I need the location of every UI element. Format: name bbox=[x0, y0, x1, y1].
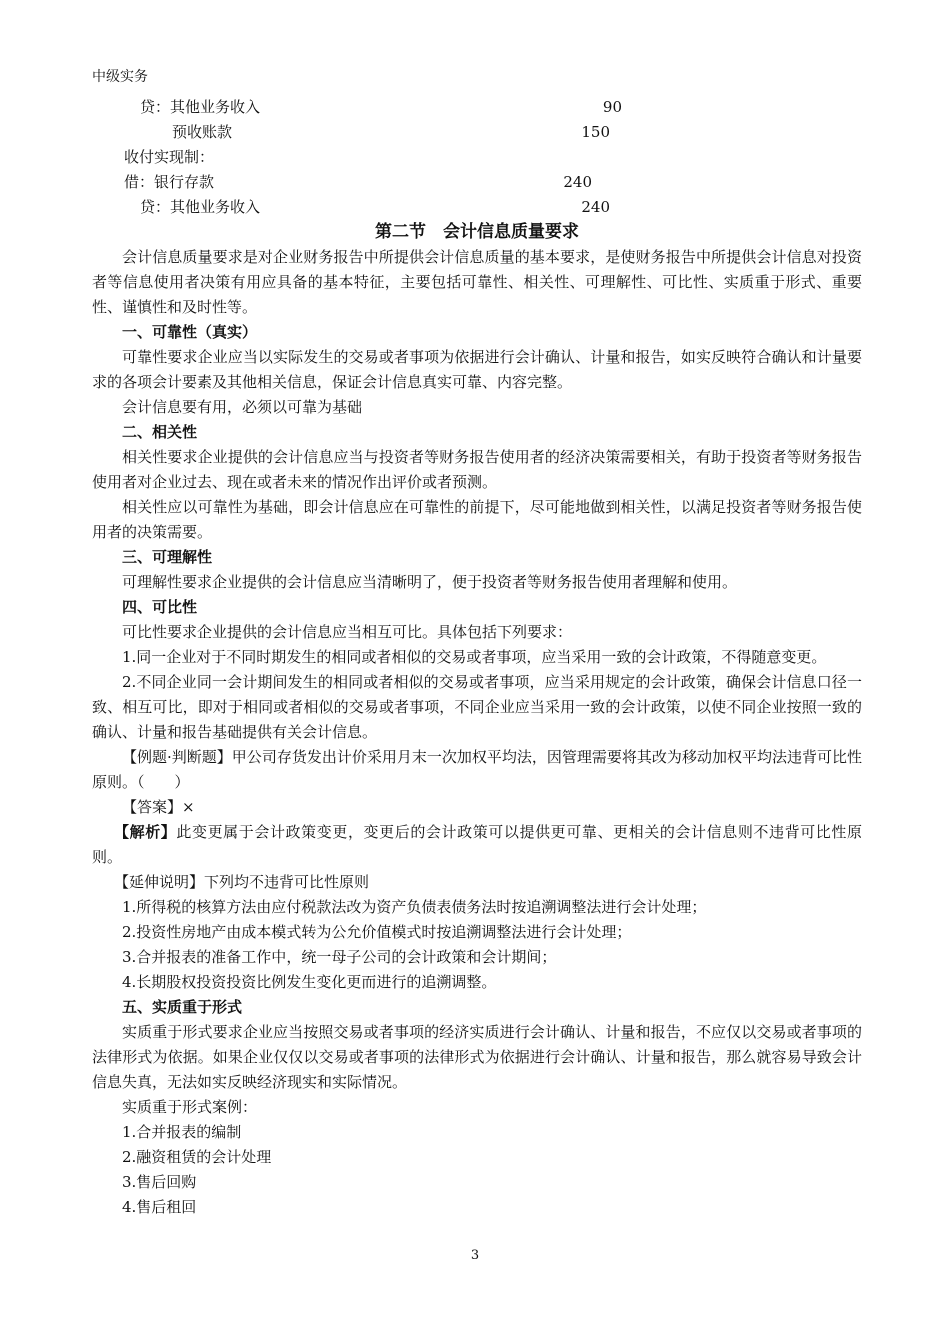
journal-account: 贷：其他业务收入 bbox=[140, 198, 261, 216]
journal-line bbox=[92, 145, 862, 170]
substance-case-2: 2.融资租赁的会计处理 bbox=[122, 1148, 272, 1166]
relevance-paragraph-1: 相关性要求企业提供的会计信息应当与投资者等财务报告使用者的经济决策需要相关，有助于投资者等财务报告使用者对企业过去、现在或者未来的情况作出评价或者预测。 bbox=[92, 448, 862, 491]
extension-item-2: 2.投资性房地产由成本模式转为公允价值模式时按追溯调整法进行会计处理； bbox=[122, 923, 632, 941]
journal-account: 借：银行存款 bbox=[124, 173, 215, 191]
extension-text: 下列均不违背可比性原则 bbox=[204, 873, 370, 891]
extension-note bbox=[92, 870, 862, 895]
substance-case-1: 1.合并报表的编制 bbox=[122, 1123, 242, 1141]
journal-account: 贷：其他业务收入 bbox=[140, 98, 261, 116]
extension-label: 【延伸说明】 bbox=[114, 873, 205, 891]
heading-reliability: 一、可靠性（真实） bbox=[122, 323, 258, 341]
extension-item-1: 1.所得税的核算方法由应付税款法改为资产负债表债务法时按追溯调整法进行会计处理； bbox=[122, 898, 707, 916]
understandability-paragraph: 可理解性要求企业提供的会计信息应当清晰明了，便于投资者等财务报告使用者理解和使用。 bbox=[122, 573, 738, 591]
page-number: 3 bbox=[470, 1248, 480, 1263]
analysis-label: 【解析】 bbox=[114, 823, 177, 841]
substance-cases-label: 实质重于形式案例： bbox=[122, 1098, 258, 1116]
substance-case-4: 4.售后租回 bbox=[122, 1198, 197, 1216]
comparability-paragraph: 可比性要求企业提供的会计信息应当相互可比。具体包括下列要求： bbox=[122, 623, 573, 641]
journal-amount: 90 bbox=[602, 98, 622, 116]
journal-line bbox=[92, 170, 862, 195]
journal-line bbox=[92, 95, 862, 120]
running-header: 中级实务 bbox=[92, 69, 148, 85]
heading-relevance: 二、相关性 bbox=[122, 423, 198, 441]
analysis-text: 此变更属于会计政策变更，变更后的会计政策可以提供更可靠、更相关的会计信息则不违背可比性原则。 bbox=[92, 823, 862, 866]
heading-comparability: 四、可比性 bbox=[122, 598, 198, 616]
heading-substance-over-form: 五、实质重于形式 bbox=[122, 998, 243, 1016]
extension-item-3: 3.合并报表的准备工作中，统一母子公司的会计政策和会计期间； bbox=[122, 948, 557, 966]
reliability-paragraph-1: 可靠性要求企业应当以实际发生的交易或者事项为依据进行会计确认、计量和报告，如实反映符合确认和计量要求的各项会计要素及其他相关信息，保证会计信息真实可靠、内容完整。 bbox=[92, 348, 862, 391]
example-question: 【例题·判断题】甲公司存货发出计价采用月末一次加权平均法，因管理需要将其改为移动加权平均法违背可比性原则。（ ） bbox=[92, 748, 862, 791]
reliability-paragraph-2: 会计信息要有用，必须以可靠为基础 bbox=[122, 398, 363, 416]
substance-case-3: 3.售后回购 bbox=[122, 1173, 197, 1191]
journal-line bbox=[92, 120, 862, 145]
section-title: 第二节 会计信息质量要求 bbox=[375, 222, 579, 242]
substance-paragraph: 实质重于形式要求企业应当按照交易或者事项的经济实质进行会计确认、计量和报告，不应仅以交易或者事项的法律形式为依据。如果企业仅仅以交易或者事项的法律形式为依据进行会计确认、计量和报告，那么就容易导致会计信息失真，无法如实反映经济现实和实际情况。 bbox=[92, 1023, 862, 1091]
comparability-item-2: 2.不同企业同一会计期间发生的相同或者相似的交易或者事项，应当采用规定的会计政策，确保会计信息口径一致、相互可比，即对于相同或者相似的交易或者事项，不同企业应当采用一致的会计政策，以使不同企业按照一致的确认、计量和报告基础提供有关会计信息。 bbox=[92, 673, 862, 741]
example-answer: 【答案】× bbox=[122, 798, 195, 816]
example-analysis bbox=[92, 820, 862, 870]
journal-line bbox=[92, 195, 862, 220]
journal-account: 收付实现制： bbox=[124, 148, 215, 166]
relevance-paragraph-2: 相关性应以可靠性为基础，即会计信息应在可靠性的前提下，尽可能地做到相关性，以满足投资者等财务报告使用者的决策需要。 bbox=[92, 498, 862, 541]
intro-paragraph: 会计信息质量要求是对企业财务报告中所提供会计信息质量的基本要求，是使财务报告中所提供会计信息对投资者等信息使用者决策有用应具备的基本特征，主要包括可靠性、相关性、可理解性、可比性、实质重于形式、重要性、谨慎性和及时性等。 bbox=[92, 248, 862, 316]
page-content bbox=[92, 95, 862, 1220]
comparability-item-1: 1.同一企业对于不同时期发生的相同或者相似的交易或者事项，应当采用一致的会计政策，不得随意变更。 bbox=[122, 648, 827, 666]
heading-understandability: 三、可理解性 bbox=[122, 548, 213, 566]
journal-amount: 150 bbox=[581, 123, 610, 141]
extension-item-4: 4.长期股权投资投资比例发生变化更而进行的追溯调整。 bbox=[122, 973, 497, 991]
journal-account: 预收账款 bbox=[172, 123, 233, 141]
journal-entries bbox=[92, 95, 862, 220]
journal-amount: 240 bbox=[581, 198, 610, 216]
journal-amount: 240 bbox=[563, 173, 592, 191]
